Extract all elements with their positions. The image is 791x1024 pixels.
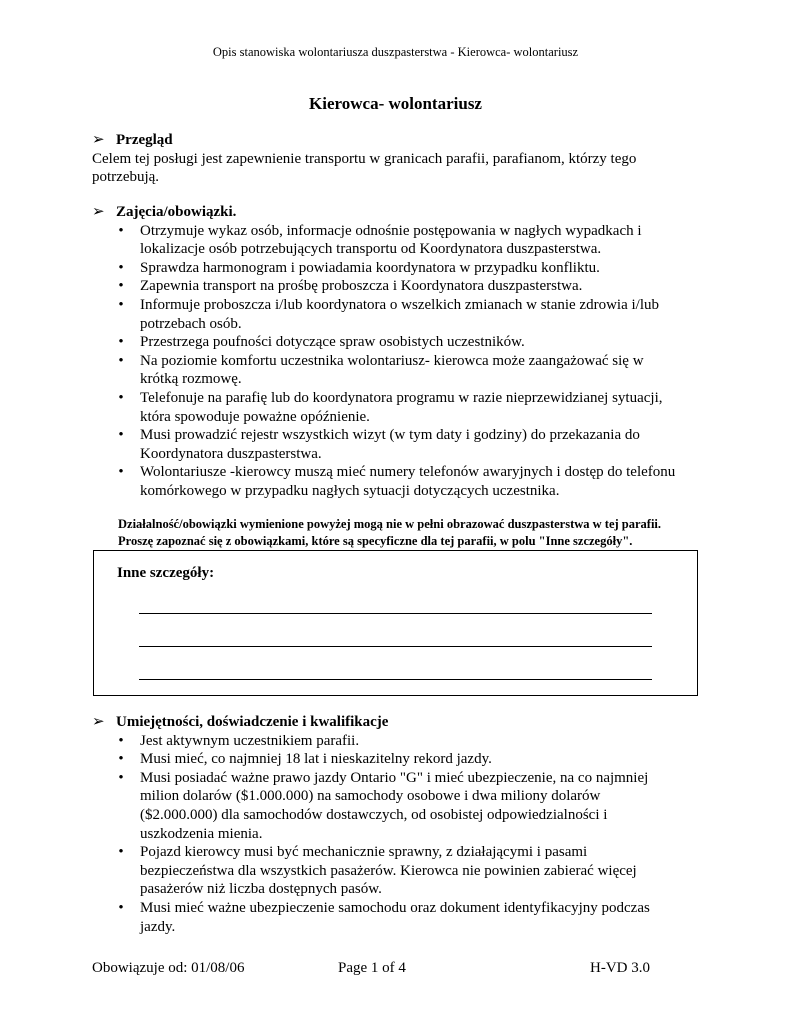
list-item-line: potrzebach osób. [140, 315, 242, 332]
list-item-line: Otrzymuje wykaz osób, informacje odnośnie postępowania w nagłych wypadkach i [140, 222, 642, 239]
list-item-line: Przestrzega poufności dotyczące spraw osobistych uczestników. [140, 334, 525, 351]
running-header: Opis stanowiska wolontariusza duszpasterstwa - Kierowca- wolontariusz [212, 45, 579, 59]
list-item-line: bezpieczeństwa dla wszystkich pasażerów. Kierowca nie powinien zabierać więcej [140, 862, 637, 879]
list-item-line: pasażerów niż liczba dostępnych pasów. [140, 881, 382, 898]
list-item-line: Koordynatora duszpasterstwa. [140, 445, 322, 462]
list-item-line: ($2.000.000) dla samochodów dostawczych, od osobistej odpowiedzialności i [140, 806, 608, 823]
arrow-bullet-icon: ➢ [92, 714, 105, 730]
other-details-heading: Inne szczegóły: [117, 565, 215, 581]
disclaimer-line: Działalność/obowiązki wymienione powyżej mogą nie w pełni obrazować duszpasterstwa w tej parafii. [118, 517, 662, 531]
list-item [113, 463, 702, 500]
effective-date: Obowiązuje od: 01/08/06 [92, 960, 245, 976]
list-item [113, 277, 702, 296]
skills-section [92, 713, 702, 936]
list-item-line: krótką rozmowę. [140, 371, 242, 388]
overview-heading-text: Przegląd [116, 132, 173, 148]
version-label: H-VD 3.0 [590, 960, 650, 976]
bullet-dot-icon: • [118, 427, 124, 444]
overview-line: Celem tej posługi jest zapewnienie transportu w granicach parafii, parafianom, którzy tego [92, 150, 637, 167]
list-item-line: Telefonuje na parafię lub do koordynatora programu w razie nieprzewidzianej sytuacji, [140, 389, 663, 406]
list-item [113, 732, 702, 751]
list-item-line: Musi posiadać ważne prawo jazdy Ontario "G" i mieć ubezpieczenie, na co najmniej [140, 769, 649, 786]
list-item-line: Jest aktywnym uczestnikiem parafii. [140, 732, 360, 749]
bullet-dot-icon: • [118, 464, 124, 481]
bullet-dot-icon: • [118, 334, 124, 351]
list-item [113, 222, 702, 259]
duties-heading [92, 203, 702, 222]
list-item-line: milion dolarów ($1.000.000) na samochody osobowe i dwa miliony dolarów [140, 788, 601, 805]
bullet-dot-icon: • [118, 769, 124, 786]
list-item-line: Pojazd kierowcy musi być mechanicznie sprawny, z działającymi i pasami [140, 844, 588, 861]
list-item [113, 899, 702, 936]
list-item [113, 389, 702, 426]
arrow-bullet-icon: ➢ [92, 204, 105, 220]
disclaimer-note [118, 516, 718, 550]
page-number: Page 1 of 4 [338, 960, 406, 976]
list-item-line: lokalizacje osób potrzebujących transportu od Koordynatora duszpasterstwa. [140, 241, 602, 258]
list-item-line: uszkodzenia mienia. [140, 825, 263, 842]
list-item [113, 296, 702, 333]
list-item-line: Na poziomie komfortu uczestnika wolontariusz- kierowca może zaangażować się w [140, 352, 644, 369]
list-item-line: która spowoduje poważne opóźnienie. [140, 408, 370, 425]
details-fill-line[interactable] [139, 646, 652, 647]
skills-list [113, 732, 702, 937]
list-item [113, 259, 702, 278]
list-item [113, 750, 702, 769]
document-title: Kierowca- wolontariusz [309, 94, 482, 113]
details-fill-line[interactable] [139, 613, 652, 614]
duties-section [92, 203, 702, 501]
bullet-dot-icon: • [118, 389, 124, 406]
disclaimer-line: Proszę zapoznać się z obowiązkami, które są specyficzne dla tej parafii, w polu "Inne szczegóły". [118, 534, 633, 548]
list-item-line: komórkowego w przypadku nagłych sytuacji dotyczących uczestnika. [140, 482, 560, 499]
overview-section [92, 131, 702, 187]
skills-heading-text: Umiejętności, doświadczenie i kwalifikacje [116, 714, 389, 730]
list-item [113, 333, 702, 352]
duties-heading-text: Zajęcia/obowiązki. [116, 204, 237, 220]
details-fill-line[interactable] [139, 679, 652, 680]
bullet-dot-icon: • [118, 899, 124, 916]
list-item-line: Musi prowadzić rejestr wszystkich wizyt (w tym daty i godziny) do przekazania do [140, 427, 640, 444]
list-item-line: jazdy. [140, 918, 176, 935]
list-item-line: Musi mieć, co najmniej 18 lat i nieskazitelny rekord jazdy. [140, 751, 492, 768]
bullet-dot-icon: • [118, 278, 124, 295]
list-item-line: Musi mieć ważne ubezpieczenie samochodu oraz dokument identyfikacyjny podczas [140, 899, 650, 916]
bullet-dot-icon: • [118, 732, 124, 749]
skills-heading [92, 713, 702, 732]
bullet-dot-icon: • [118, 259, 124, 276]
duties-list [113, 222, 702, 501]
list-item-line: Wolontariusze -kierowcy muszą mieć numery telefonów awaryjnych i dostęp do telefonu [140, 464, 676, 481]
bullet-dot-icon: • [118, 751, 124, 768]
list-item [113, 352, 702, 389]
other-details-box [93, 550, 698, 696]
list-item-line: Informuje proboszcza i/lub koordynatora o wszelkich zmianach w stanie zdrowia i/lub [140, 296, 659, 313]
bullet-dot-icon: • [118, 844, 124, 861]
arrow-bullet-icon: ➢ [92, 132, 105, 148]
list-item [113, 426, 702, 463]
list-item-line: Zapewnia transport na prośbę proboszcza i Koordynatora duszpasterstwa. [140, 278, 583, 295]
bullet-dot-icon: • [118, 352, 124, 369]
overview-line: potrzebują. [92, 169, 160, 186]
list-item [113, 769, 702, 843]
list-item [113, 843, 702, 899]
list-item-line: Sprawdza harmonogram i powiadamia koordynatora w przypadku konfliktu. [140, 259, 600, 276]
bullet-dot-icon: • [118, 296, 124, 313]
bullet-dot-icon: • [118, 222, 124, 239]
overview-heading [92, 131, 702, 150]
